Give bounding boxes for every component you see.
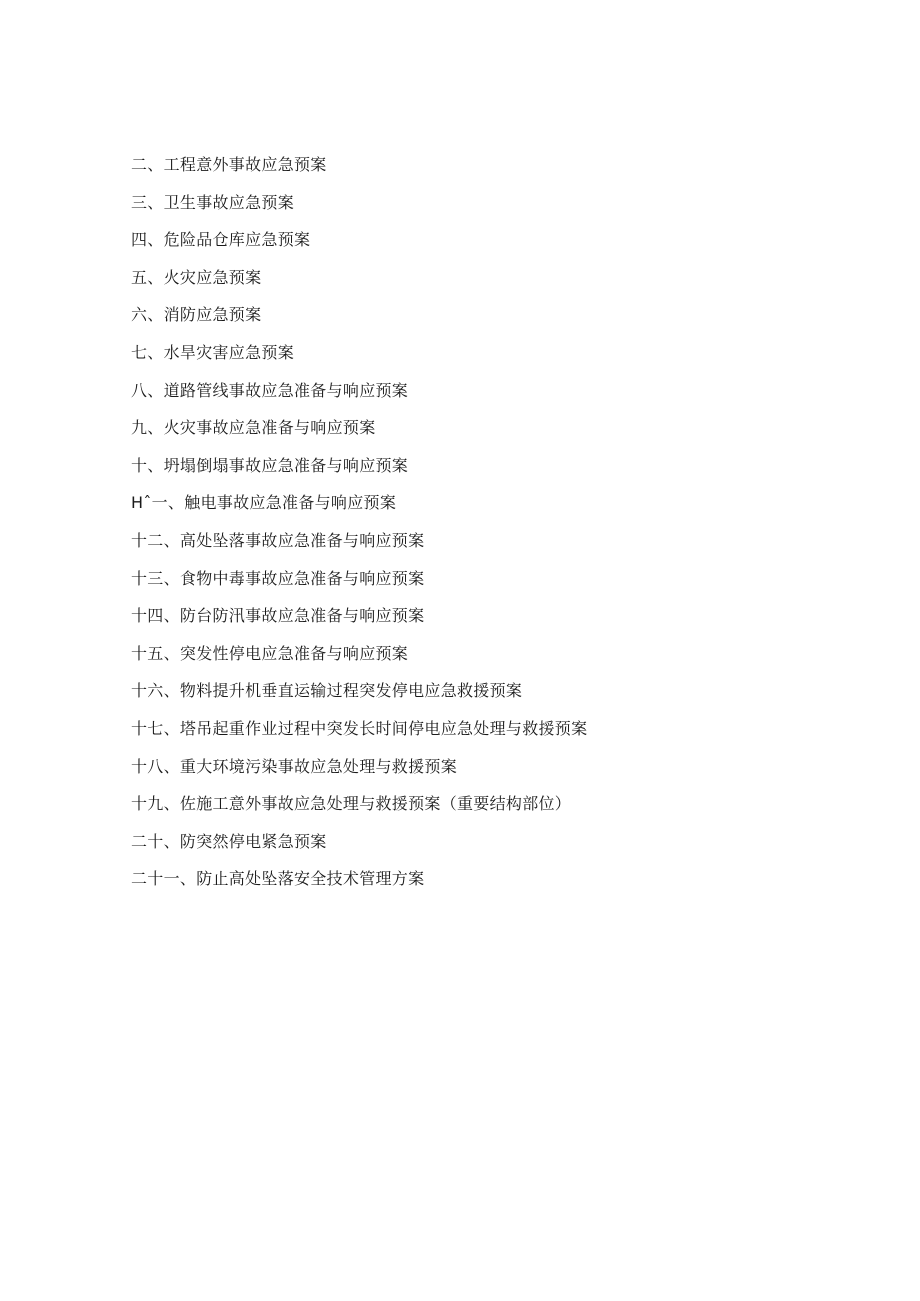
- toc-item: 三、卫生事故应急预案: [131, 192, 295, 212]
- toc-item: 十六、物料提升机垂直运输过程突发停电应急救援预案: [131, 681, 523, 701]
- toc-item: 二、工程意外事故应急预案: [131, 155, 327, 174]
- toc-item: 十七、塔吊起重作业过程中突发长时间停电应急处理与救援预案: [131, 718, 588, 738]
- toc-item: 二十一、防止高处坠落安全技术管理方案: [131, 869, 425, 889]
- toc-item: 十四、防台防汛事故应急准备与响应预案: [131, 606, 425, 626]
- toc-item: 八、道路管线事故应急准备与响应预案: [131, 380, 409, 400]
- toc-item: 四、危险品仓库应急预案: [131, 230, 311, 250]
- toc-item: 二十、防突然停电紧急预案: [131, 831, 327, 851]
- table-of-contents: [131, 153, 587, 905]
- toc-item: 五、火灾应急预案: [131, 267, 262, 287]
- toc-item: Hˆ一、触电事故应急准备与响应预案: [131, 493, 397, 513]
- toc-item: 十三、食物中毒事故应急准备与响应预案: [131, 568, 425, 588]
- toc-item: 十、坍塌倒塌事故应急准备与响应预案: [131, 455, 409, 475]
- toc-item: 六、消防应急预案: [131, 305, 262, 325]
- toc-item: 十八、重大环境污染事故应急处理与救援预案: [131, 756, 458, 776]
- toc-item: 十九、佐施工意外事故应急处理与救援预案（重要结构部位）: [131, 794, 572, 814]
- toc-item: 九、火灾事故应急准备与响应预案: [131, 418, 376, 438]
- toc-item: 十五、突发性停电应急准备与响应预案: [131, 643, 409, 663]
- toc-item: 十二、高处坠落事故应急准备与响应预案: [131, 530, 425, 550]
- toc-item: 七、水旱灾害应急预案: [131, 342, 295, 362]
